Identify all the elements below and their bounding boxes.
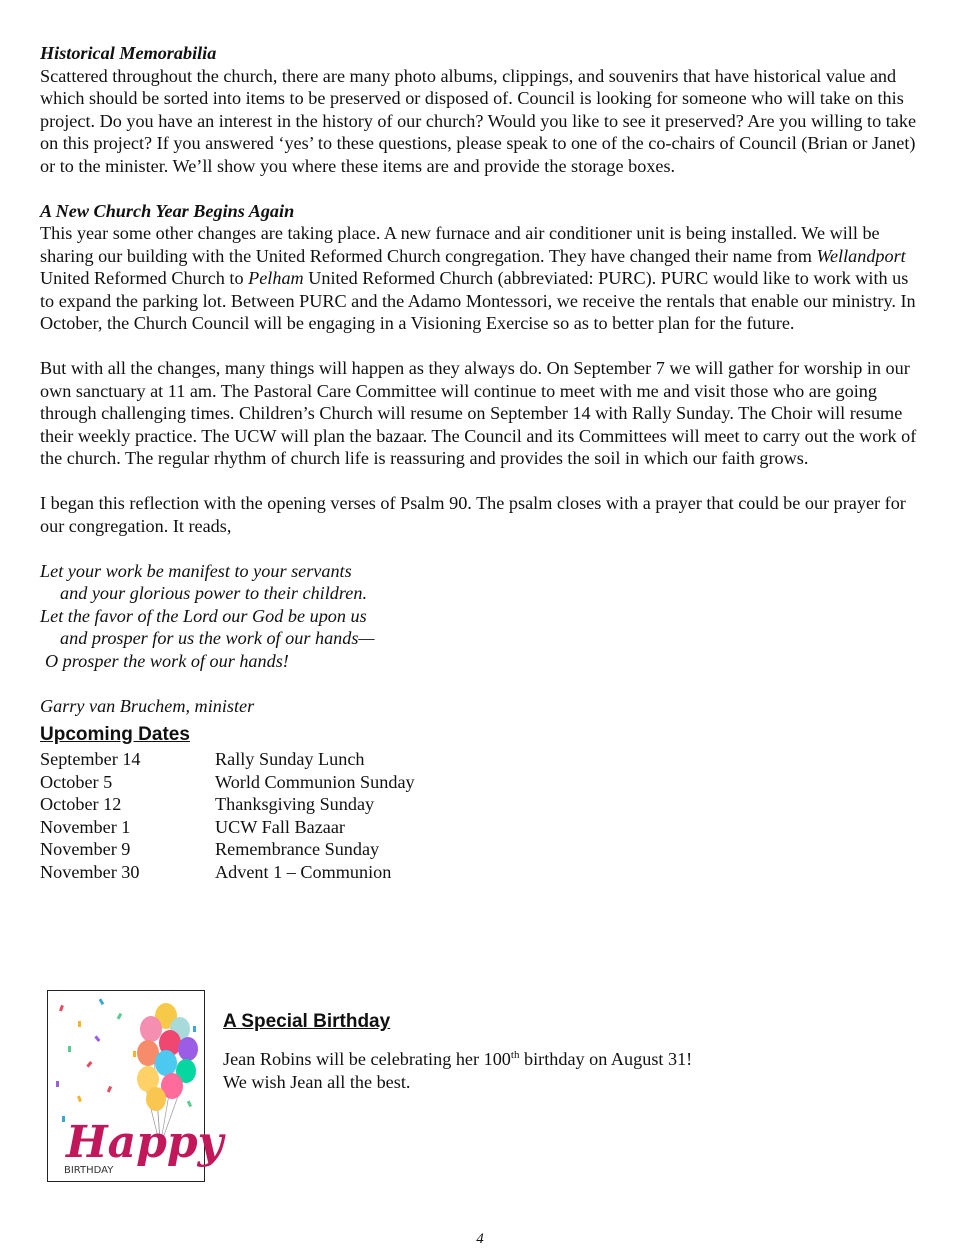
birthday-card-image xyxy=(47,990,224,1182)
text-span: Jean Robins will be celebrating her 100 xyxy=(223,1049,511,1070)
text-span: birthday on August 31! xyxy=(519,1049,693,1070)
event: Rally Sunday Lunch xyxy=(215,749,365,769)
paragraph-memorabilia: Scattered throughout the church, there are many photo albums, clippings, and souvenirs that have historical value and which should be sorted into items to be preserved or disposed of. Council is looking for someone who will take on this project. Do you have an interest in the history of our church? Would you like to see it preserved? Are you willing to take on this project? If you answered ‘yes’ to these questions, please speak to one of the co-chairs of Council (Brian or Janet) or to the minister. We’ll show you where these items are and provide the storage boxes. xyxy=(40,65,917,176)
paragraph-changes xyxy=(40,222,920,335)
date: October 12 xyxy=(40,794,122,814)
date: September 14 xyxy=(40,749,141,769)
card-birthday-text: BIRTHDAY xyxy=(64,1165,114,1176)
paragraph-psalm-intro: I began this reflection with the opening verses of Psalm 90. The psalm closes with a prayer that could be our prayer for our congregation. It reads, xyxy=(40,493,906,536)
newsletter-page xyxy=(40,42,920,883)
text-span: United Reformed Church (abbreviated: PURC). PURC would like to work with us to expand the parking lot. Between PURC and the Adamo Montessori, we receive the rentals that enable our ministry. In October, the Church Council will be engaging in a Visioning Exercise so as to better plan for the future. xyxy=(40,268,916,333)
poem-line: O prosper the work of our hands! xyxy=(45,650,289,671)
section-heading-memorabilia: Historical Memorabilia xyxy=(40,43,217,63)
poem-line: and your glorious power to their children. xyxy=(60,583,367,603)
poem-line: and prosper for us the work of our hands— xyxy=(60,628,375,648)
ordinal-suffix: th xyxy=(510,1049,520,1061)
birthday-heading: A Special Birthday xyxy=(223,1011,391,1032)
date-row xyxy=(40,861,920,884)
date: November 1 xyxy=(40,816,131,837)
section-heading-church-year: A New Church Year Begins Again xyxy=(40,200,295,221)
new-name: Pelham xyxy=(248,268,304,288)
signature: Garry van Bruchem, minister xyxy=(40,695,255,716)
event: UCW Fall Bazaar xyxy=(215,816,345,837)
page-number: 4 xyxy=(476,1231,484,1247)
date-row xyxy=(40,838,920,861)
poem-line: Let the favor of the Lord our God be upon us xyxy=(40,605,367,626)
date-row xyxy=(40,816,920,839)
paragraph-rhythm: But with all the changes, many things will happen as they always do. On September 7 we will gather for worship in our own sanctuary at 11 am. The Pastoral Care Committee will continue to meet with me and visit those who are going through challenging times. Children’s Church will resume on September 14 with Rally Sunday. The Choir will resume their weekly practice. The UCW will plan the bazaar. The Council and its Committees will meet to carry out the work of the church. The regular rhythm of church life is reassuring and provides the soil in which our faith grows. xyxy=(40,358,917,468)
event: Remembrance Sunday xyxy=(215,839,380,859)
birthday-line-2: We wish Jean all the best. xyxy=(223,1071,411,1092)
balloons-illustration xyxy=(48,991,224,1180)
date: November 9 xyxy=(40,839,131,859)
card-happy-text: Happy xyxy=(66,1117,224,1168)
event: Advent 1 – Communion xyxy=(215,861,392,882)
upcoming-dates-heading: Upcoming Dates xyxy=(40,724,190,745)
date-row xyxy=(40,771,920,794)
text-span: This year some other changes are taking place. A new furnace and air conditioner unit is being installed. We will be sharing our building with the United Reformed Church congregation. They have changed their name from xyxy=(40,223,880,266)
event: World Communion Sunday xyxy=(215,771,415,792)
balloons xyxy=(137,1003,198,1111)
upcoming-dates-list xyxy=(40,748,920,883)
psalm-poem xyxy=(40,560,920,673)
text-span: United Reformed Church to xyxy=(40,268,249,288)
poem-line: Let your work be manifest to your servants xyxy=(40,560,352,581)
date-row xyxy=(40,793,920,816)
birthday-section xyxy=(223,1010,923,1093)
date: November 30 xyxy=(40,861,140,882)
event: Thanksgiving Sunday xyxy=(215,794,375,814)
date-row xyxy=(40,748,920,771)
birthday-line-1 xyxy=(223,1044,923,1071)
old-name: Wellandport xyxy=(816,245,906,266)
date: October 5 xyxy=(40,771,113,792)
